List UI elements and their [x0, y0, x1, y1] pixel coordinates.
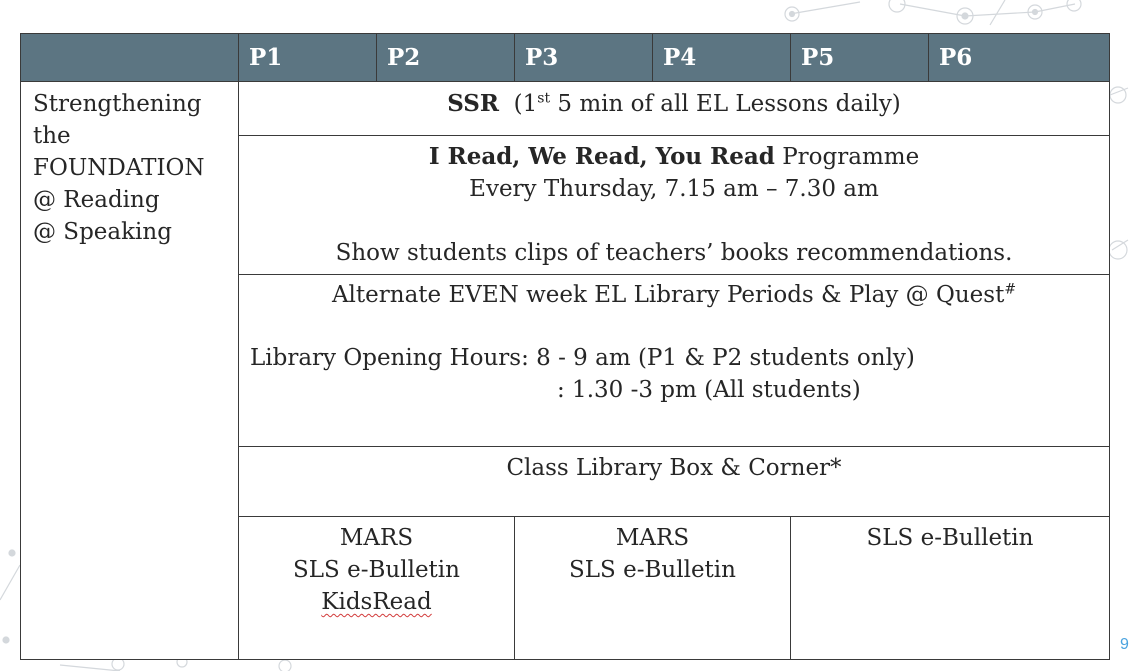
header-row	[21, 34, 1110, 82]
resources-p3-p4	[515, 517, 791, 660]
ssr-row	[21, 82, 1110, 136]
page-number: 9	[1120, 636, 1129, 653]
resource-item: SLS e-Bulletin	[866, 525, 1034, 551]
programme-cell	[239, 136, 1110, 275]
row-label-line: FOUNDATION	[33, 155, 205, 181]
programme-schedule: Every Thursday, 7.15 am – 7.30 am	[469, 176, 879, 202]
row-label-line: the	[33, 123, 71, 149]
resource-item: SLS e-Bulletin	[569, 557, 736, 583]
row-label-cell	[21, 82, 239, 660]
row-label-line: @ Speaking	[33, 219, 172, 245]
class-library-text: Class Library Box & Corner*	[506, 455, 842, 481]
header-p6: P6	[929, 34, 1110, 82]
header-p4: P4	[653, 34, 791, 82]
header-p3: P3	[515, 34, 653, 82]
header-corner	[21, 34, 239, 82]
resources-p5-p6	[791, 517, 1110, 660]
library-hours-line2: : 1.30 -3 pm (All students)	[557, 377, 861, 403]
header-p2: P2	[377, 34, 515, 82]
ssr-sup: st	[537, 90, 551, 107]
ssr-cell	[239, 82, 1110, 136]
library-periods: Alternate EVEN week EL Library Periods & Play @ Quest	[331, 282, 1005, 308]
row-label-line: Strengthening	[33, 91, 202, 117]
resources-p1-p2	[239, 517, 515, 660]
library-cell	[239, 275, 1110, 447]
resource-item: KidsRead	[321, 589, 432, 615]
programme-title: I Read, We Read, You Read	[428, 143, 775, 170]
header-p1: P1	[239, 34, 377, 82]
resource-item: MARS	[339, 525, 414, 551]
ssr-text-post: 5 min of all EL Lessons daily)	[550, 91, 901, 117]
programme-note: Show students clips of teachers’ books recommendations.	[335, 240, 1013, 266]
library-hours-line1: Library Opening Hours: 8 - 9 am (P1 & P2 students only)	[250, 345, 915, 371]
programme-suffix: Programme	[774, 144, 920, 170]
ssr-text-pre: (1	[513, 91, 538, 117]
resource-item: MARS	[615, 525, 690, 551]
ssr-title: SSR	[447, 90, 500, 117]
header-p5: P5	[791, 34, 929, 82]
class-library-cell	[239, 447, 1110, 517]
resource-item: SLS e-Bulletin	[293, 557, 460, 583]
reading-programme-table	[20, 33, 1110, 660]
row-label-line: @ Reading	[33, 187, 160, 213]
library-periods-sup: #	[1004, 281, 1017, 298]
